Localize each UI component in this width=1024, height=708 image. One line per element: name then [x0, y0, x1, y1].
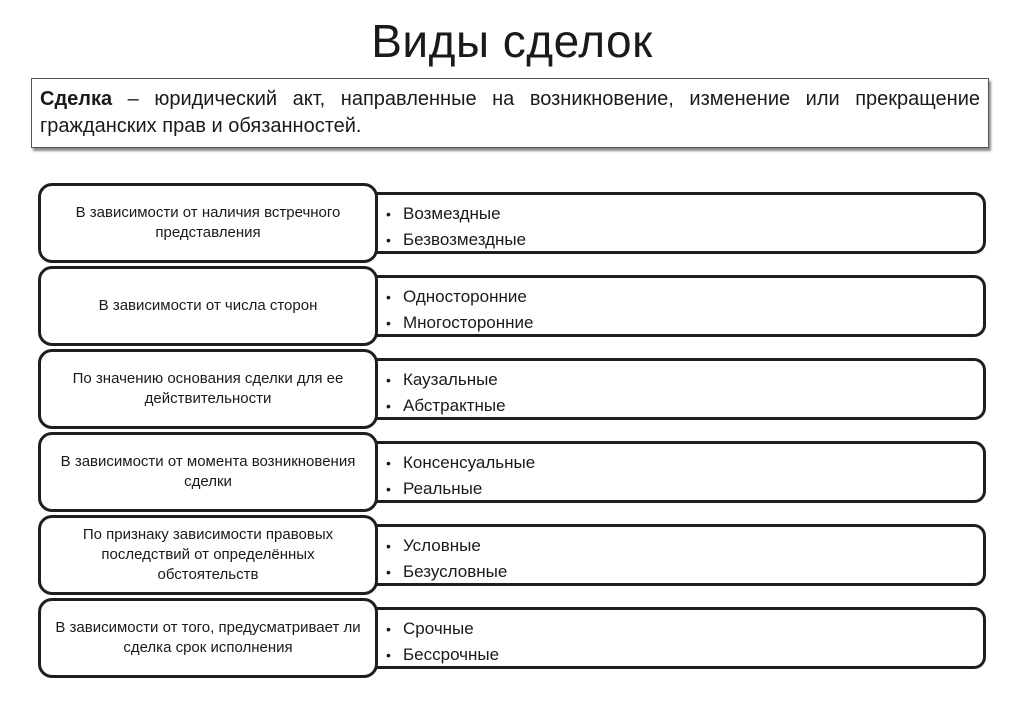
list-item — [386, 227, 526, 253]
bullet-icon: • — [386, 538, 391, 554]
classification-row — [38, 598, 988, 678]
type-label: Условные — [403, 536, 481, 555]
classification-row — [38, 349, 988, 429]
bullet-icon: • — [386, 315, 391, 331]
criterion-label: В зависимости от того, предусматривает ли сделка срок исполнения — [55, 619, 361, 656]
type-label: Бессрочные — [403, 645, 500, 664]
classification-row — [38, 515, 988, 595]
list-item — [386, 559, 507, 585]
bullet-icon: • — [386, 232, 391, 248]
type-label: Безвозмездные — [403, 230, 527, 249]
types-list — [386, 450, 535, 502]
list-item — [386, 201, 526, 227]
criterion-label: В зависимости от момента возникновения сделки — [60, 453, 356, 490]
page-title: Виды сделок — [371, 15, 653, 67]
type-label: Срочные — [403, 619, 474, 638]
list-item — [386, 642, 499, 668]
type-label: Безусловные — [403, 562, 508, 581]
types-list — [386, 616, 499, 668]
list-item — [386, 393, 506, 419]
list-item — [386, 533, 507, 559]
types-list — [386, 367, 506, 419]
types-list — [386, 201, 526, 253]
bullet-icon: • — [386, 564, 391, 580]
type-label: Абстрактные — [403, 396, 506, 415]
criterion-label: По значению основания сделки для ее действительности — [72, 370, 344, 407]
criterion-box — [38, 515, 378, 595]
types-box — [366, 441, 986, 503]
bullet-icon: • — [386, 398, 391, 414]
bullet-icon: • — [386, 647, 391, 663]
type-label: Каузальные — [403, 370, 498, 389]
types-list — [386, 533, 507, 585]
bullet-icon: • — [386, 372, 391, 388]
criterion-box — [38, 183, 378, 263]
types-box — [366, 275, 986, 337]
bullet-icon: • — [386, 621, 391, 637]
type-label: Возмездные — [403, 204, 501, 223]
types-box — [366, 524, 986, 586]
list-item — [386, 476, 535, 502]
criterion-label: По признаку зависимости правовых последствий от определённых обстоятельств — [82, 526, 334, 583]
criterion-box — [38, 266, 378, 346]
bullet-icon: • — [386, 455, 391, 471]
types-box — [366, 192, 986, 254]
criterion-box — [38, 349, 378, 429]
list-item — [386, 616, 499, 642]
classification-row — [38, 183, 988, 263]
classification-row — [38, 432, 988, 512]
list-item — [386, 367, 506, 393]
type-label: Односторонние — [403, 287, 527, 306]
criterion-box — [38, 432, 378, 512]
bullet-icon: • — [386, 481, 391, 497]
list-item — [386, 284, 533, 310]
definition-term: Сделка — [40, 88, 113, 110]
definition-text: – юридический акт, направленные на возникновение, изменение или прекращение гражданских прав и обязанностей. — [40, 88, 980, 137]
types-box — [366, 358, 986, 420]
classification-row — [38, 266, 988, 346]
types-box — [366, 607, 986, 669]
type-label: Многосторонние — [403, 313, 534, 332]
types-list — [386, 284, 533, 336]
bullet-icon: • — [386, 289, 391, 305]
criterion-label: В зависимости от наличия встречного представления — [75, 204, 341, 241]
type-label: Реальные — [403, 479, 483, 498]
type-label: Консенсуальные — [403, 453, 536, 472]
list-item — [386, 450, 535, 476]
bullet-icon: • — [386, 206, 391, 222]
criterion-label: В зависимости от числа сторон — [98, 297, 318, 314]
criterion-box — [38, 598, 378, 678]
list-item — [386, 310, 533, 336]
